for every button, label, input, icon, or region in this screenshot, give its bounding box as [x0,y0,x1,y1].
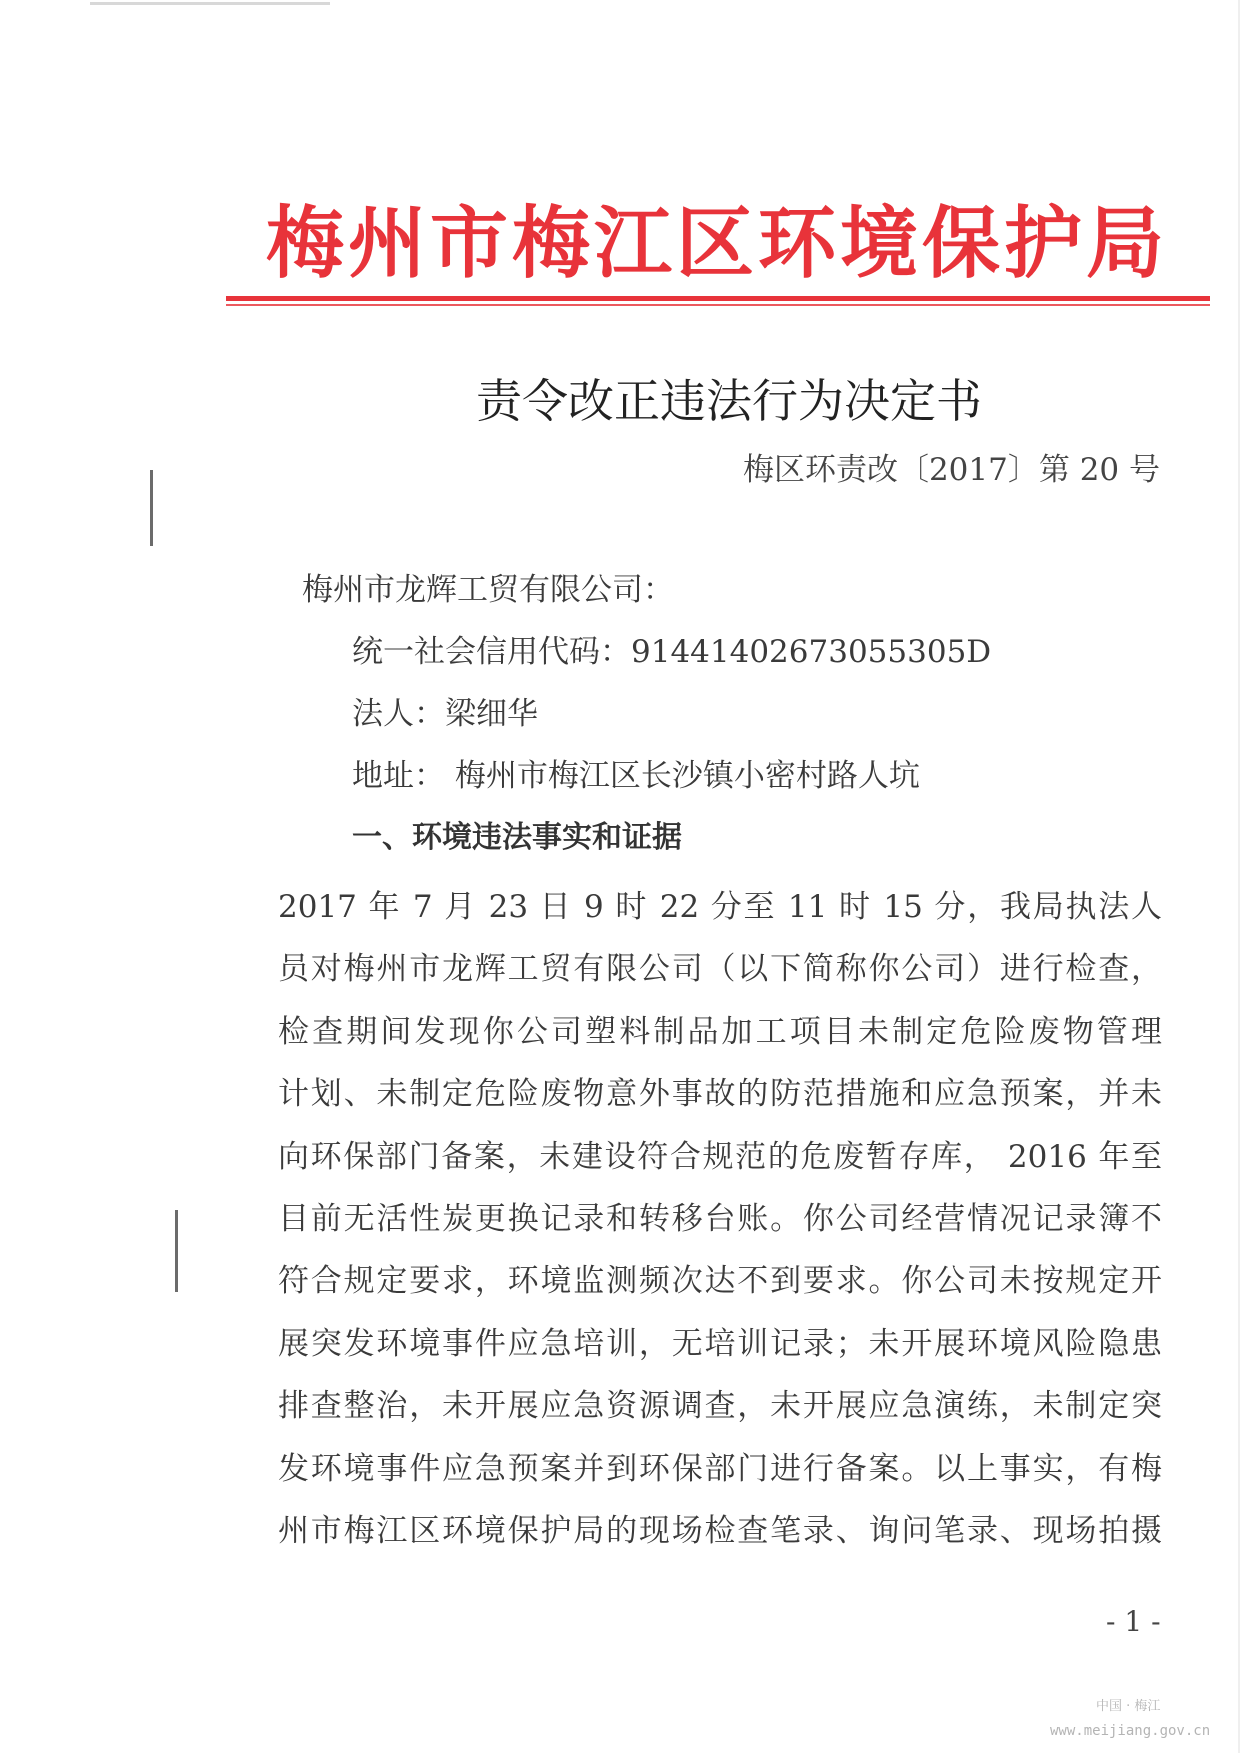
body-line: 计划、未制定危险废物意外事故的防范措施和应急预案，并未 [278,1076,1162,1113]
watermark-text: 中国 · 梅江 [1096,1699,1161,1714]
watermark-url: www.meijiang.gov.cn [1050,1723,1211,1739]
body-line: 发环境事件应急预案并到环保部门进行备案。以上事实，有梅 [278,1450,1162,1487]
section-body [278,876,1162,1562]
document-number: 梅区环责改〔2017〕第 20 号 [742,452,1160,488]
letterhead-org-name: 梅州市梅江区环境保护局 [266,198,1169,289]
page-number: - 1 - [1106,1605,1161,1638]
staple-mark-bottom [175,1210,178,1292]
letterhead-red-rule [226,296,1210,301]
section-heading: 一、环境违法事实和证据 [352,820,682,855]
letterhead-red-rule-thin [226,304,1210,306]
body-line: 2017 年 7 月 23 日 9 时 22 分至 11 时 15 分，我局执法人 [278,889,1162,925]
body-line: 员对梅州市龙辉工贸有限公司（以下简称你公司）进行检查， [278,951,1162,988]
body-line: 展突发环境事件应急培训，无培训记录；未开展环境风险隐患 [278,1325,1162,1362]
body-line: 目前无活性炭更换记录和转移台账。你公司经营情况记录簿不 [278,1200,1162,1237]
credit-code-line: 统一社会信用代码：91441402673055305D [352,634,992,670]
staple-mark-top [150,470,153,546]
addressee: 梅州市龙辉工贸有限公司： [302,572,674,608]
document-title: 责令改正违法行为决定书 [476,374,982,428]
body-line: 州市梅江区环境保护局的现场检查笔录、询问笔录、现场拍摄 [278,1512,1162,1549]
body-line: 检查期间发现你公司塑料制品加工项目未制定危险废物管理 [278,1013,1162,1050]
address-line: 地址： 梅州市梅江区长沙镇小密村路人坑 [352,758,920,794]
body-line: 符合规定要求，环境监测频次达不到要求。你公司未按规定开 [278,1263,1162,1300]
scan-edge-top [90,2,330,5]
legal-person-line: 法人：梁细华 [352,696,538,732]
body-line: 向环保部门备案，未建设符合规范的危废暂存库， 2016 年至 [278,1138,1162,1175]
body-line: 排查整治，未开展应急资源调查，未开展应急演练，未制定突 [278,1388,1162,1425]
